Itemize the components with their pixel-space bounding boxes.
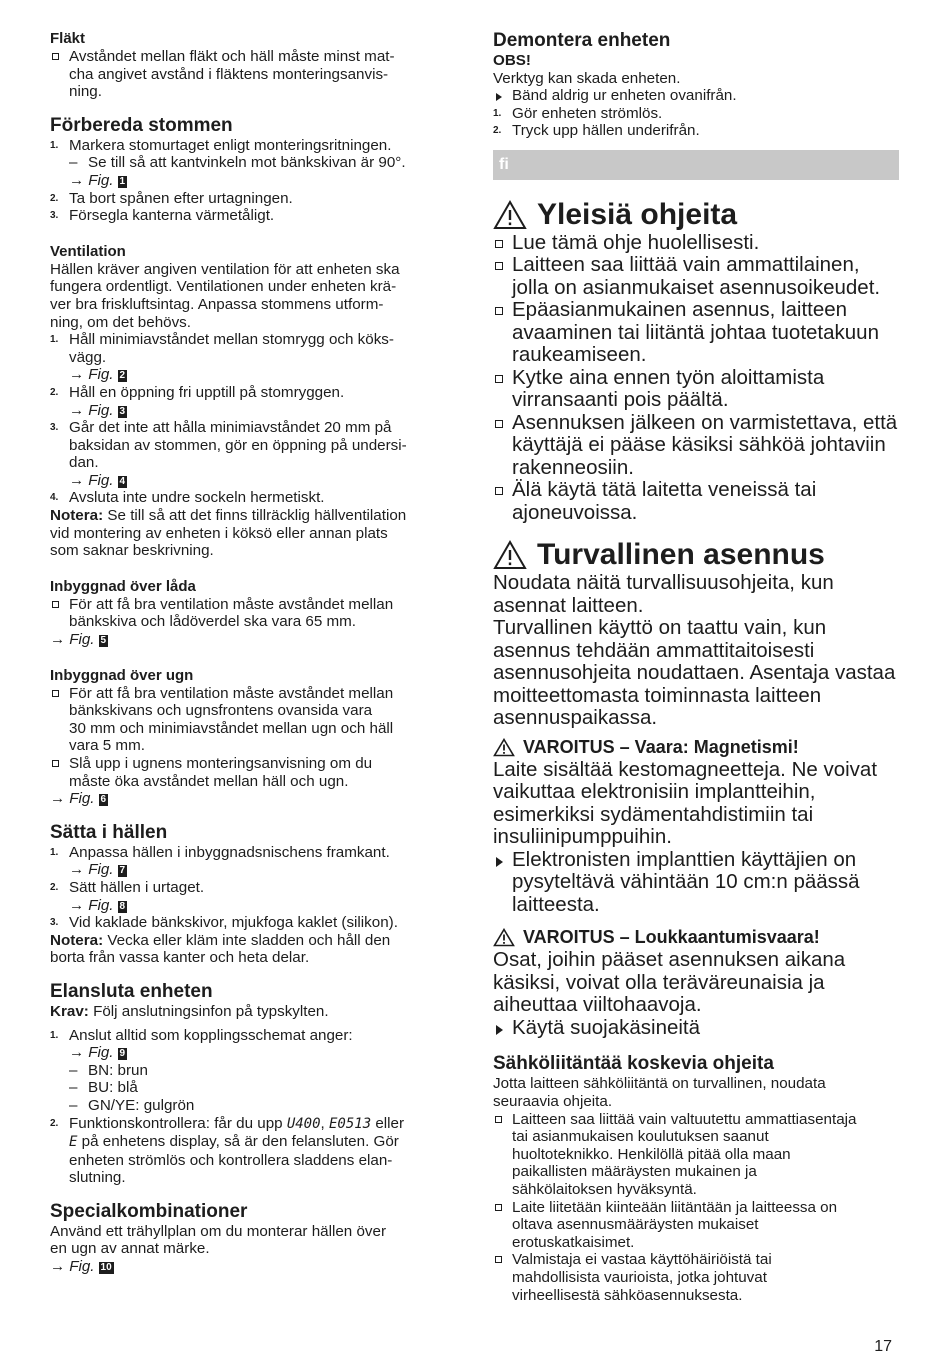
- right-column: [493, 30, 899, 1304]
- ventilation-intro: Hällen kräver angiven ventilation för att enheten ska fungera ordentligt. Ventilationen under enheten krä- ver bra friskluftsintag. Anpassa stommens utform- ning, om det behövs.: [50, 260, 400, 331]
- step: 1. Markera stomurtaget enligt monteringsritningen.: [50, 136, 392, 154]
- elansluta-heading: Elansluta enheten: [50, 980, 213, 1002]
- list-item: För att få bra ventilation måste avståndet mellan bänkskiva och lådöverdel ska vara 65 mm.: [50, 596, 455, 631]
- line: Avståndet mellan fläkt och häll måste minst mat-: [69, 48, 395, 65]
- step: 2. Sätt hällen i urtaget.: [50, 878, 205, 896]
- step: 3. Vid kaklade bänkskivor, mjukfoga kaklet (silikon).: [50, 914, 398, 932]
- list-item: Asennuksen jälkeen on varmistettava, että käyttäjä ei pääse käsiksi sähköä johtaviin rakenneosiin.: [493, 412, 899, 480]
- krav: Krav: Följ anslutningsinfon på typskylten.: [50, 1002, 329, 1020]
- action-item: Elektronisten implanttien käyttäjien on pysyteltävä vähintään 10 cm:n päässä laitteesta.: [493, 849, 899, 917]
- list-item: Lue tämä ohje huolellisesti.: [493, 232, 899, 255]
- step: 2. Håll en öppning fri upptill på stomryggen.: [50, 383, 345, 401]
- ventilation-heading: Ventilation: [50, 242, 126, 260]
- yleisia-list: [493, 232, 899, 525]
- arrow-right-icon: →: [69, 171, 85, 189]
- arrow-right-icon: →: [69, 896, 85, 914]
- step: 1. Gör enheten strömlös.: [493, 104, 663, 122]
- warning-magnetism-title: VAROITUS – Vaara: Magnetismi!: [493, 736, 899, 759]
- figure-reference: → Fig. 3: [69, 401, 126, 419]
- arrow-right-icon: →: [69, 366, 85, 384]
- list-item: Älä käytä tätä laitetta veneissä tai ajoneuvoissa.: [493, 479, 899, 524]
- figure-reference: → Fig. 10: [50, 1258, 112, 1276]
- demontera-heading: Demontera enheten: [493, 30, 671, 51]
- arrow-right-icon: →: [50, 790, 66, 808]
- turvallinen-heading: Turvallinen asennus: [493, 538, 899, 572]
- step: 1. Håll minimiavståndet mellan stomrygg och köks- vägg.: [50, 331, 394, 366]
- satta-heading: Sätta i hällen: [50, 821, 168, 843]
- display-code: E0513: [328, 1115, 372, 1132]
- special-heading: Specialkombinationer: [50, 1200, 248, 1222]
- left-column: [50, 30, 455, 1276]
- action-item: Bänd aldrig ur enheten ovanifrån.: [493, 87, 899, 105]
- ugn-list: [50, 685, 455, 791]
- display-code: U400: [286, 1115, 321, 1132]
- list-item: [50, 48, 455, 101]
- step: 2. Funktionskontrollera: får du upp U400, E0513 eller E på enhetens display, så är den felansluten. Gör enheten strömlös och kontrollera sladdens elan- slutning.: [50, 1114, 405, 1187]
- lada-list: [50, 596, 455, 631]
- action-item: Käytä suojakäsineitä: [493, 1017, 899, 1040]
- ugn-heading: Inbyggnad över ugn: [50, 666, 194, 684]
- page-number: 17: [874, 1338, 892, 1355]
- list-item: För att få bra ventilation måste avståndet mellan bänkskivans och ugnsfrontens ovansida vara 30 mm och minimiavståndet mellan ugn och häll vara 5 mm.: [50, 685, 455, 755]
- line: cha angivet avstånd i fläktens monteringsanvis-: [69, 65, 389, 83]
- figure-reference: → Fig. 5: [50, 631, 107, 649]
- sahko-body: Jotta laitteen sähköliitäntä on turvallinen, noudata seuraavia ohjeita. Laitteen saa liittää vain valtuutettu ammattiasentaja tai asianmukaisen koulutuksen saanut huoltoteknikko. Henkilöllä pitää olla maan paikallisten määräysten mukainen ja sähkölaitoksen hyväksyntä. Laite liitetään kiinteään liitäntään ja laitteessa on oltava asennusmääräysten mukaiset erotuskatkaisimet. Valmistaja ei vastaa käyttöhäiriöistä tai mahdollisista vaurioista, jotka johtuvat virheellisestä sähköasennuksesta.: [493, 1075, 899, 1304]
- figure-reference: → Fig. 4: [69, 471, 126, 489]
- flakt-list: [50, 48, 455, 101]
- figure-reference: → Fig. 2: [69, 366, 126, 384]
- arrow-right-icon: →: [69, 401, 85, 419]
- step: 3. Försegla kanterna värmetåligt.: [50, 207, 275, 225]
- arrow-right-icon: →: [69, 861, 85, 879]
- special-text: Använd ett trähyllplan om du monterar hällen över en ugn av annat märke.: [50, 1222, 387, 1258]
- sahko-list: [493, 1111, 899, 1305]
- arrow-right-icon: →: [69, 471, 85, 489]
- figure-reference: → Fig. 1: [69, 171, 126, 189]
- obs-text: Verktyg kan skada enheten.: [493, 69, 681, 87]
- language-bar: fi: [493, 150, 899, 180]
- warning-icon: [493, 928, 515, 947]
- ventilation-note: Notera: Se till så att det finns tillräcklig hällventilation vid montering av enheten i köksö eller annan plats som saknar beskrivning.: [50, 507, 407, 560]
- line: ning.: [69, 83, 102, 101]
- list-item: Laite liitetään kiinteään liitäntään ja laitteessa on oltava asennusmääräysten mukaiset erotuskatkaisimet.: [493, 1199, 899, 1252]
- list-item: Laitteen saa liittää vain valtuutettu ammattiasentaja tai asianmukaisen koulutuksen saanut huoltoteknikko. Henkilöllä pitää olla maan paikallisten määräysten mukainen ja sähkölaitoksen hyväksyntä.: [493, 1111, 899, 1199]
- sahko-heading: Sähköliitäntää koskevia ohjeita: [493, 1053, 774, 1075]
- warning-icon: [493, 200, 527, 230]
- step: 3. Går det inte att hålla minimiavståndet 20 mm på baksidan av stommen, gör en öppning på undersi- dan.: [50, 419, 407, 472]
- obs-label: OBS!: [493, 52, 531, 69]
- list-item: Epäasianmukainen asennus, laitteen avaaminen tai liitäntä johtaa tuotetakuun raukeamiseen.: [493, 299, 899, 367]
- warning-icon: [493, 540, 527, 570]
- sub-item: – BN: brun: [69, 1061, 148, 1079]
- turvallinen-body: Noudata näitä turvallisuusohjeita, kun asennat laitteen. Turvallinen käyttö on taattu vain, kun asennus tehdään ammattitaitoisesti asennusohjeita noudattaen. Asentaja vastaa moitteettomasta toiminnasta laitteen asennuspaikassa. VAROITUS – Vaara: Magnetismi! Laite sisältää kestomagneetteja. Ne voivat vaikuttaa elektronisiin implantteihin, esimerkiksi sydämentahdistimiin tai insuliinipumppuihin. Elektronisten implanttien käyttäjien on pysyteltävä vähintään 10 cm:n päässä laitteesta. VAROITUS – Loukkaantumisvaara! Osat, joihin pääset asennuksen aikana käsiksi, voivat olla teräväreunaisia ja aiheuttaa viiltohaavoja. Käytä suojakäsineitä: [493, 572, 899, 1039]
- sub-item: – Se till så att kantvinkeln mot bänkskivan är 90°.: [69, 154, 406, 172]
- arrow-right-icon: →: [50, 631, 66, 649]
- sub-item: – BU: blå: [69, 1079, 138, 1097]
- list-item: Valmistaja ei vastaa käyttöhäiriöistä tai mahdollisista vaurioista, jotka johtuvat virheellisestä sähköasennuksesta.: [493, 1251, 899, 1304]
- arrow-right-icon: →: [50, 1258, 66, 1276]
- satta-note: Notera: Vecka eller kläm inte sladden och håll den borta från vassa kanter och heta delar.: [50, 931, 391, 967]
- lada-heading: Inbyggnad över låda: [50, 577, 196, 595]
- sub-item: – GN/YE: gulgrön: [69, 1096, 195, 1114]
- figure-reference: → Fig. 9: [69, 1044, 126, 1062]
- step: 4. Avsluta inte undre sockeln hermetiskt.: [50, 489, 325, 507]
- figure-reference: → Fig. 6: [50, 790, 107, 808]
- display-code: E: [69, 1134, 78, 1151]
- figure-reference: → Fig. 8: [69, 896, 126, 914]
- flakt-heading: Fläkt: [50, 30, 86, 47]
- step: 2. Tryck upp hällen underifrån.: [493, 122, 700, 140]
- step: 1. Anpassa hällen i inbyggnadsnischens framkant.: [50, 843, 390, 861]
- warning-injury-title: VAROITUS – Loukkaantumisvaara!: [493, 926, 899, 949]
- step: 2. Ta bort spånen efter urtagningen.: [50, 189, 293, 207]
- figure-reference: → Fig. 7: [69, 861, 126, 879]
- list-item: Slå upp i ugnens monteringsanvisning om du måste öka avståndet mellan häll och ugn.: [50, 755, 455, 790]
- arrow-right-icon: →: [69, 1044, 85, 1062]
- forbereda-heading: Förbereda stommen: [50, 114, 233, 136]
- list-item: Laitteen saa liittää vain ammattilainen, jolla on asianmukaiset asennusoikeudet.: [493, 254, 899, 299]
- step: 1. Anslut alltid som kopplingsschemat anger:: [50, 1026, 353, 1044]
- yleisia-heading: Yleisiä ohjeita: [493, 198, 899, 232]
- warning-icon: [493, 738, 515, 757]
- list-item: Kytke aina ennen työn aloittamista virransaanti pois päältä.: [493, 367, 899, 412]
